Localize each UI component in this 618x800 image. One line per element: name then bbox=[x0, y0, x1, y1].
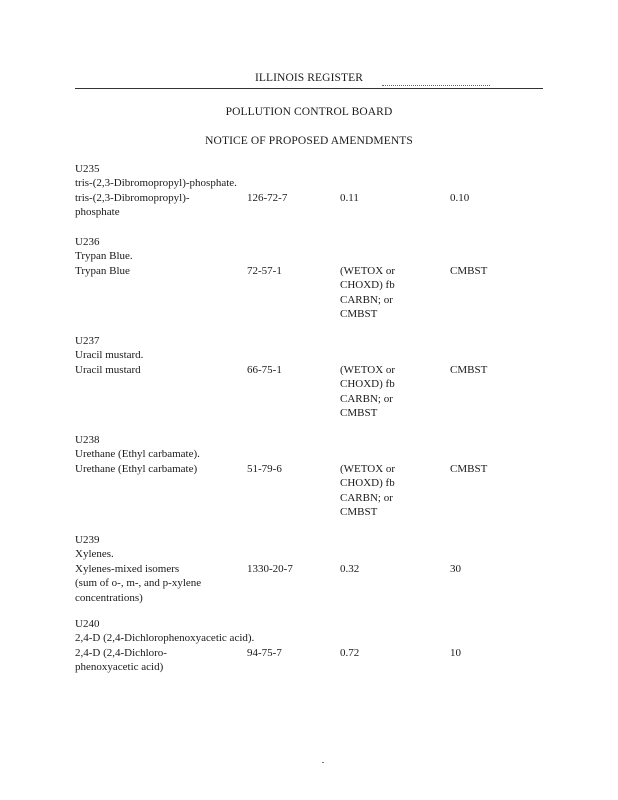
waste-entry bbox=[75, 334, 545, 420]
cas-number: 72-57-1 bbox=[247, 264, 282, 277]
nonwastewater-standard: CMBST bbox=[450, 264, 488, 277]
waste-entry bbox=[75, 617, 545, 674]
wastewater-standard: 0.72 bbox=[340, 646, 360, 659]
header-dotted-mark bbox=[382, 85, 490, 86]
constituent-name: Trypan Blue bbox=[75, 264, 130, 277]
constituent-name: Xylenes-mixed isomers (sum of o-, m-, and p-xylene concentrations) bbox=[75, 562, 202, 604]
waste-title: 2,4-D (2,4-Dichlorophenoxyacetic acid). bbox=[75, 632, 255, 645]
page-speck bbox=[322, 762, 324, 763]
constituent-name: 2,4-D (2,4-Dichloro- phenoxyacetic acid) bbox=[75, 646, 167, 674]
waste-title: Uracil mustard. bbox=[75, 349, 144, 362]
waste-title: Trypan Blue. bbox=[75, 250, 133, 263]
waste-title: Xylenes. bbox=[75, 548, 114, 561]
register-title: ILLINOIS REGISTER bbox=[254, 72, 364, 84]
waste-code: U236 bbox=[75, 236, 100, 248]
constituent-name: Uracil mustard bbox=[75, 363, 141, 376]
wastewater-standard: (WETOX or CHOXD) fb CARBN; or CMBST bbox=[340, 462, 396, 519]
waste-code: U237 bbox=[75, 335, 100, 347]
waste-entry bbox=[75, 235, 545, 321]
waste-code: U240 bbox=[75, 618, 100, 630]
cas-number: 1330-20-7 bbox=[247, 562, 293, 575]
header-rule bbox=[75, 88, 543, 89]
waste-entry bbox=[75, 433, 545, 519]
constituent-name: tris-(2,3-Dibromopropyl)- phosphate bbox=[75, 191, 190, 219]
waste-code: U235 bbox=[75, 163, 100, 175]
nonwastewater-standard: 0.10 bbox=[450, 191, 470, 204]
nonwastewater-standard: CMBST bbox=[450, 363, 488, 376]
cas-number: 94-75-7 bbox=[247, 646, 282, 659]
nonwastewater-standard: CMBST bbox=[450, 462, 488, 475]
wastewater-standard: (WETOX or CHOXD) fb CARBN; or CMBST bbox=[340, 264, 396, 321]
waste-title: Urethane (Ethyl carbamate). bbox=[75, 448, 200, 461]
cas-number: 51-79-6 bbox=[247, 462, 282, 475]
wastewater-standard: (WETOX or CHOXD) fb CARBN; or CMBST bbox=[340, 363, 396, 420]
waste-code: U238 bbox=[75, 434, 100, 446]
nonwastewater-standard: 30 bbox=[450, 562, 461, 575]
constituent-name: Urethane (Ethyl carbamate) bbox=[75, 462, 198, 475]
wastewater-standard: 0.11 bbox=[340, 191, 359, 204]
waste-entry bbox=[75, 162, 545, 219]
notice-title: NOTICE OF PROPOSED AMENDMENTS bbox=[205, 135, 413, 147]
board-title: POLLUTION CONTROL BOARD bbox=[225, 106, 393, 118]
cas-number: 66-75-1 bbox=[247, 363, 282, 376]
wastewater-standard: 0.32 bbox=[340, 562, 360, 575]
waste-entry bbox=[75, 533, 545, 604]
nonwastewater-standard: 10 bbox=[450, 646, 461, 659]
cas-number: 126-72-7 bbox=[247, 191, 288, 204]
waste-code: U239 bbox=[75, 534, 100, 546]
waste-title: tris-(2,3-Dibromopropyl)-phosphate. bbox=[75, 177, 237, 190]
